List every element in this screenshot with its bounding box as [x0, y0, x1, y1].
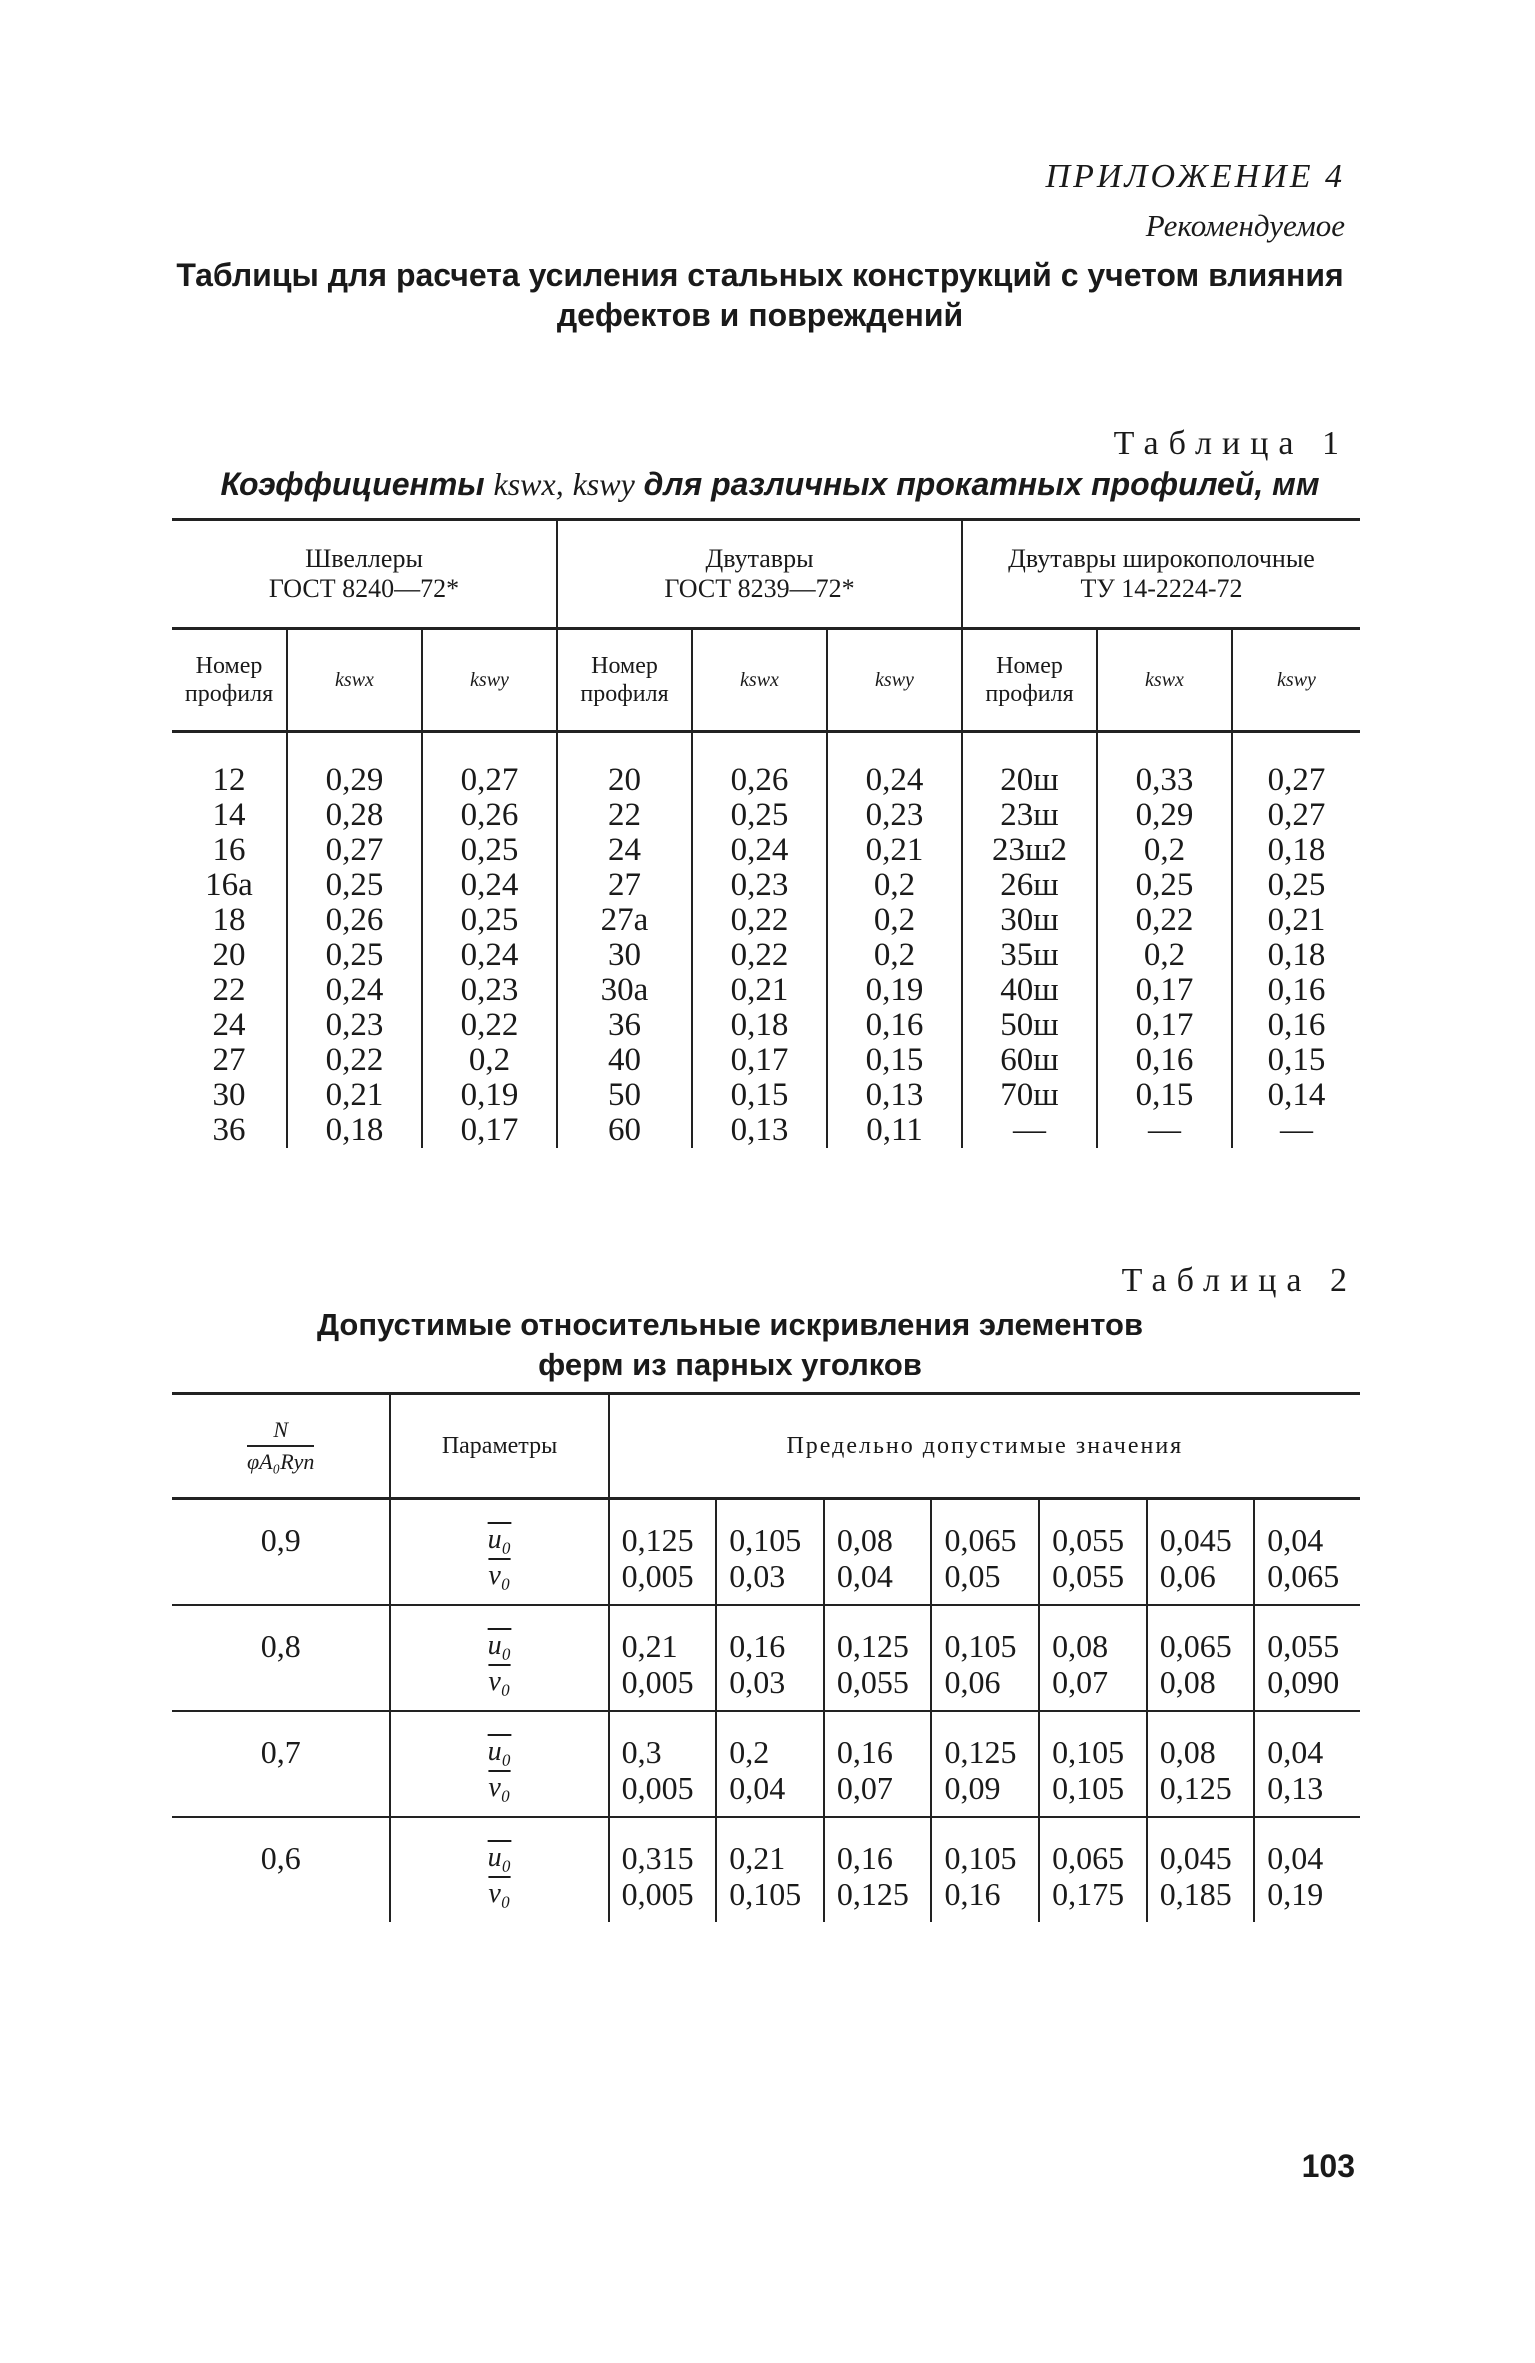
table1-cell: 0,29 — [325, 762, 384, 798]
table1-column — [422, 732, 557, 1149]
table1-column — [1097, 732, 1232, 1149]
limit-value-cell — [716, 1605, 824, 1711]
table1-cell: — — [1148, 1112, 1181, 1148]
table1-cell: 50ш — [1000, 1007, 1059, 1043]
limit-value-cell — [824, 1499, 932, 1606]
table1-cell: 0,21 — [325, 1077, 384, 1113]
limit-value-u: 0,065 — [1159, 1628, 1232, 1664]
limit-value-v: 0,05 — [944, 1558, 1001, 1594]
table1-cell: 24 — [608, 832, 641, 868]
table2-title: Допустимые относительные искривления элементов ферм из парных уголков — [316, 1307, 1144, 1382]
table1-title-suffix: для различных прокатных профилей, мм — [643, 466, 1320, 502]
limit-value-v: 0,005 — [621, 1770, 694, 1806]
table1-cell: 30 — [608, 937, 641, 973]
limit-value-u: 0,055 — [1052, 1522, 1125, 1558]
table1-cell: — — [1280, 1112, 1313, 1148]
table1-cell: 20ш — [1000, 762, 1059, 798]
table1-cell: 16а — [205, 867, 253, 903]
table1-cell: 0,25 — [325, 937, 384, 973]
table1-cell: 0,18 — [1267, 937, 1326, 973]
appendix-status: Рекомендуемое — [1145, 208, 1345, 243]
table1-cell: 0,24 — [730, 832, 789, 868]
table1-cell: 0,23 — [730, 867, 789, 903]
parameter-labels — [390, 1711, 608, 1817]
limit-value-v: 0,09 — [944, 1770, 1001, 1806]
column-header-profile: Номер профиля — [172, 629, 287, 732]
limit-value-v: 0,07 — [836, 1770, 893, 1806]
limit-value-v: 0,06 — [944, 1664, 1001, 1700]
table1-cell: 0,18 — [325, 1112, 384, 1148]
table1-cell: 36 — [212, 1112, 246, 1148]
load-ratio-value: 0,6 — [172, 1817, 390, 1922]
table1-cell: 0,2 — [873, 937, 916, 973]
table1-cell: 0,2 — [1143, 832, 1186, 868]
limit-value-cell — [1147, 1817, 1255, 1922]
table1-cell: 18 — [212, 902, 246, 938]
limit-value-cell — [1147, 1605, 1255, 1711]
parameter-label: v₀ — [488, 1772, 511, 1803]
table2-row — [172, 1605, 1360, 1711]
limit-value-v: 0,04 — [729, 1770, 786, 1806]
limit-value-cell — [1039, 1499, 1147, 1606]
table2-row — [172, 1499, 1360, 1606]
table1-cell: 27 — [608, 867, 641, 903]
table1-cell: 0,18 — [730, 1007, 789, 1043]
table1-cell: 0,26 — [460, 797, 519, 833]
limit-value-u: 0,125 — [836, 1628, 909, 1664]
limit-value-v: 0,105 — [729, 1876, 802, 1912]
table1-cell: 0,27 — [460, 762, 519, 798]
limit-value-cell — [716, 1817, 824, 1922]
table1 — [172, 518, 1360, 1148]
table1-title-symbol-y: kswy — [572, 466, 635, 502]
table1-column — [287, 732, 422, 1149]
limit-value-v: 0,125 — [1159, 1770, 1232, 1806]
column-header-parameters: Параметры — [390, 1394, 608, 1499]
limit-value-u: 0,105 — [944, 1840, 1017, 1876]
limit-value-v: 0,125 — [836, 1876, 909, 1912]
limit-value-v: 0,065 — [1267, 1558, 1340, 1594]
column-header-ky: kswy — [422, 629, 557, 732]
column-header-profile: Номер профиля — [962, 629, 1097, 732]
table1-cell: 0,27 — [1267, 797, 1326, 833]
table1-cell: 16 — [212, 832, 246, 868]
table1-column — [1232, 732, 1360, 1149]
table1-cell: 0,33 — [1135, 762, 1194, 798]
load-ratio-value: 0,8 — [172, 1605, 390, 1711]
table1-cell: 0,17 — [1135, 1007, 1194, 1043]
limit-value-cell — [1147, 1711, 1255, 1817]
table1-cell: 70ш — [1000, 1077, 1059, 1113]
table1-cell: 0,11 — [866, 1112, 923, 1148]
table1-cell: 0,23 — [460, 972, 519, 1008]
table1-cell: 0,16 — [1135, 1042, 1194, 1078]
limit-value-v: 0,19 — [1267, 1876, 1324, 1912]
limit-value-cell — [609, 1605, 717, 1711]
limit-value-v: 0,005 — [621, 1558, 694, 1594]
table1-cell: 0,2 — [873, 902, 916, 938]
limit-value-u: 0,08 — [1159, 1734, 1216, 1770]
limit-value-cell — [1039, 1711, 1147, 1817]
limit-value-v: 0,04 — [836, 1558, 893, 1594]
table2-caption: Таблица 2 — [1121, 1262, 1357, 1299]
table1-cell: 0,17 — [460, 1112, 519, 1148]
table1-cell: 0,25 — [460, 832, 519, 868]
column-header-ky: kswy — [1232, 629, 1360, 732]
limit-value-v: 0,175 — [1052, 1876, 1125, 1912]
table1-column — [557, 732, 692, 1149]
table1-cell: 0,18 — [1267, 832, 1326, 868]
table1-cell: 0,26 — [730, 762, 789, 798]
table1-cell: 35ш — [1000, 937, 1059, 973]
limit-value-u: 0,065 — [1052, 1840, 1125, 1876]
table1-cell: 0,17 — [1135, 972, 1194, 1008]
table1-cell: 0,22 — [730, 937, 789, 973]
table1-cell: 0,2 — [468, 1042, 511, 1078]
table1-cell: 0,25 — [460, 902, 519, 938]
table2-row — [172, 1817, 1360, 1922]
limit-value-cell — [824, 1817, 932, 1922]
table1-cell: 22 — [212, 972, 246, 1008]
table1-cell: 60ш — [1000, 1042, 1059, 1078]
table1-cell: 40 — [608, 1042, 641, 1078]
table1-cell: 0,16 — [1267, 972, 1326, 1008]
limit-value-cell — [716, 1499, 824, 1606]
limit-value-cell — [824, 1711, 932, 1817]
table1-cell: 0,19 — [865, 972, 924, 1008]
table1-cell: 0,26 — [325, 902, 384, 938]
table1-cell: 23ш2 — [992, 832, 1067, 868]
limit-value-cell — [931, 1499, 1039, 1606]
table1-cell: 0,29 — [1135, 797, 1194, 833]
table1-cell: 20 — [212, 937, 246, 973]
limit-value-u: 0,045 — [1159, 1522, 1232, 1558]
appendix-label: ПРИЛОЖЕНИЕ 4 — [1045, 158, 1345, 195]
limit-value-v: 0,13 — [1267, 1770, 1324, 1806]
limit-value-cell — [931, 1817, 1039, 1922]
table1-cell: 0,25 — [1135, 867, 1194, 903]
load-ratio-fraction: $\frac{N}{\text{φA₀Rуп}}$ — [246, 1416, 315, 1474]
parameter-label: v₀ — [488, 1878, 511, 1909]
limit-value-v: 0,105 — [1052, 1770, 1125, 1806]
column-header-limits: Предельно допустимые значения — [609, 1394, 1360, 1499]
table1-cell: 50 — [608, 1077, 641, 1113]
limit-value-u: 0,125 — [944, 1734, 1017, 1770]
limit-value-u: 0,055 — [1267, 1628, 1340, 1664]
limit-value-cell — [1039, 1817, 1147, 1922]
table1-cell: 20 — [608, 762, 641, 798]
column-header-kx: kswx — [1097, 629, 1232, 732]
table1-cell: 0,17 — [730, 1042, 789, 1078]
parameter-label: v₀ — [488, 1666, 511, 1697]
limit-value-u: 0,125 — [621, 1522, 694, 1558]
limit-value-v: 0,07 — [1052, 1664, 1109, 1700]
table1-cell: 0,13 — [865, 1077, 924, 1113]
table1-cell: 0,16 — [1267, 1007, 1326, 1043]
table1-cell: 40ш — [1000, 972, 1059, 1008]
table1-cell: 0,2 — [873, 867, 916, 903]
table1-cell: 0,24 — [865, 762, 924, 798]
table1-cell: 0,25 — [1267, 867, 1326, 903]
limit-value-v: 0,005 — [621, 1664, 694, 1700]
table2-row — [172, 1711, 1360, 1817]
limit-value-cell — [1254, 1605, 1360, 1711]
column-header-ky: kswy — [827, 629, 962, 732]
limit-value-u: 0,04 — [1267, 1840, 1324, 1876]
page-title: Таблицы для расчета усиления стальных конструкций с учетом влияния дефектов и повреждений — [176, 257, 1344, 333]
limit-value-u: 0,16 — [836, 1734, 893, 1770]
parameter-label: u₀ — [487, 1524, 512, 1555]
table1-cell: 0,21 — [865, 832, 924, 868]
table1-cell: 0,2 — [1143, 937, 1186, 973]
table1-cell: 0,24 — [460, 937, 519, 973]
table1-cell: 0,22 — [325, 1042, 384, 1078]
limit-value-v: 0,03 — [729, 1664, 786, 1700]
table1-cell: 36 — [608, 1007, 641, 1043]
limit-value-v: 0,03 — [729, 1558, 786, 1594]
table1-cell: 23ш — [1000, 797, 1059, 833]
column-header-load-ratio — [172, 1394, 390, 1499]
table1-cell: 0,14 — [1267, 1077, 1326, 1113]
limit-value-cell — [1254, 1711, 1360, 1817]
limit-value-u: 0,065 — [944, 1522, 1017, 1558]
group-header-wide-flange: Двутавры широкополочные ТУ 14-2224-72 — [962, 520, 1360, 629]
limit-value-v: 0,185 — [1159, 1876, 1232, 1912]
column-header-kx: kswx — [692, 629, 827, 732]
limit-value-u: 0,21 — [621, 1628, 678, 1664]
group-header-channels: Швеллеры ГОСТ 8240—72* — [172, 520, 557, 629]
limit-value-cell — [609, 1711, 717, 1817]
limit-value-v: 0,08 — [1159, 1664, 1216, 1700]
table1-cell: 30а — [600, 972, 649, 1008]
table1-column — [692, 732, 827, 1149]
limit-value-v: 0,06 — [1159, 1558, 1216, 1594]
table1-cell: 0,21 — [1267, 902, 1326, 938]
parameter-label: u₀ — [487, 1842, 512, 1873]
limit-value-cell — [1254, 1817, 1360, 1922]
limit-value-u: 0,04 — [1267, 1734, 1324, 1770]
table1-cell: 0,22 — [730, 902, 789, 938]
table1-cell: 0,21 — [730, 972, 789, 1008]
table1-cell: 0,27 — [325, 832, 384, 868]
table1-cell: 0,25 — [325, 867, 384, 903]
parameter-label: u₀ — [487, 1630, 512, 1661]
limit-value-u: 0,105 — [944, 1628, 1017, 1664]
table1-cell: 0,16 — [865, 1007, 924, 1043]
table1-cell: 14 — [212, 797, 246, 833]
parameter-label: v₀ — [488, 1560, 511, 1591]
table1-cell: 0,19 — [460, 1077, 519, 1113]
table1-cell: 0,15 — [1267, 1042, 1326, 1078]
limit-value-cell — [1039, 1605, 1147, 1711]
table1-cell: 12 — [212, 762, 246, 798]
parameter-label: u₀ — [487, 1736, 512, 1767]
limit-value-u: 0,105 — [729, 1522, 802, 1558]
table1-cell: 24 — [212, 1007, 246, 1043]
column-header-profile: Номер профиля — [557, 629, 692, 732]
table1-cell: 0,23 — [325, 1007, 384, 1043]
table1-cell: 0,22 — [1135, 902, 1194, 938]
group-header-ibeams: Двутавры ГОСТ 8239—72* — [557, 520, 962, 629]
limit-value-u: 0,08 — [836, 1522, 893, 1558]
table1-cell: 0,24 — [325, 972, 384, 1008]
table1-title-prefix: Коэффициенты — [220, 466, 485, 502]
limit-value-u: 0,045 — [1159, 1840, 1232, 1876]
limit-value-v: 0,055 — [1052, 1558, 1125, 1594]
table1-cell: 0,15 — [1135, 1077, 1194, 1113]
limit-value-u: 0,21 — [729, 1840, 786, 1876]
table1-cell: 26ш — [1000, 867, 1059, 903]
table1-cell: 0,13 — [730, 1112, 789, 1148]
limit-value-cell — [931, 1605, 1039, 1711]
limit-value-u: 0,2 — [729, 1734, 770, 1770]
table1-cell: 0,15 — [730, 1077, 789, 1113]
load-ratio-value: 0,7 — [172, 1711, 390, 1817]
table1-cell: 27а — [600, 902, 649, 938]
table1-cell: 0,22 — [460, 1007, 519, 1043]
limit-value-u: 0,16 — [836, 1840, 893, 1876]
limit-value-v: 0,090 — [1267, 1664, 1340, 1700]
limit-value-cell — [1254, 1499, 1360, 1606]
table1-cell: 0,24 — [460, 867, 519, 903]
table1-cell: 30 — [212, 1077, 246, 1113]
limit-value-cell — [1147, 1499, 1255, 1606]
table2 — [172, 1392, 1360, 1922]
table1-column — [962, 732, 1097, 1149]
table1-title-symbol-x: kswx, — [493, 466, 564, 502]
table1-column — [172, 732, 287, 1149]
column-header-kx: kswx — [287, 629, 422, 732]
page-number: 103 — [1301, 2148, 1355, 2184]
limit-value-u: 0,16 — [729, 1628, 786, 1664]
limit-value-cell — [931, 1711, 1039, 1817]
limit-value-u: 0,08 — [1052, 1628, 1109, 1664]
limit-value-cell — [824, 1605, 932, 1711]
table1-cell: — — [1013, 1112, 1046, 1148]
limit-value-v: 0,055 — [836, 1664, 909, 1700]
table1-cell: 60 — [608, 1112, 641, 1148]
limit-value-u: 0,315 — [621, 1840, 694, 1876]
limit-value-cell — [609, 1499, 717, 1606]
limit-value-v: 0,005 — [621, 1876, 694, 1912]
table1-cell: 0,15 — [865, 1042, 924, 1078]
parameter-labels — [390, 1605, 608, 1711]
table1-cell: 30ш — [1000, 902, 1059, 938]
limit-value-cell — [609, 1817, 717, 1922]
table1-caption: Таблица 1 — [1113, 425, 1349, 462]
parameter-labels — [390, 1817, 608, 1922]
limit-value-u: 0,105 — [1052, 1734, 1125, 1770]
table1-cell: 22 — [608, 797, 641, 833]
table1-cell: 0,23 — [865, 797, 924, 833]
table1-cell: 0,27 — [1267, 762, 1326, 798]
limit-value-v: 0,16 — [944, 1876, 1001, 1912]
limit-value-cell — [716, 1711, 824, 1817]
table1-cell: 0,25 — [730, 797, 789, 833]
limit-value-u: 0,04 — [1267, 1522, 1324, 1558]
table1-cell: 0,28 — [325, 797, 384, 833]
table1-title — [170, 466, 1370, 503]
parameter-labels — [390, 1499, 608, 1606]
limit-value-u: 0,3 — [621, 1734, 662, 1770]
table1-cell: 27 — [212, 1042, 246, 1078]
load-ratio-value: 0,9 — [172, 1499, 390, 1606]
table1-column — [827, 732, 962, 1149]
